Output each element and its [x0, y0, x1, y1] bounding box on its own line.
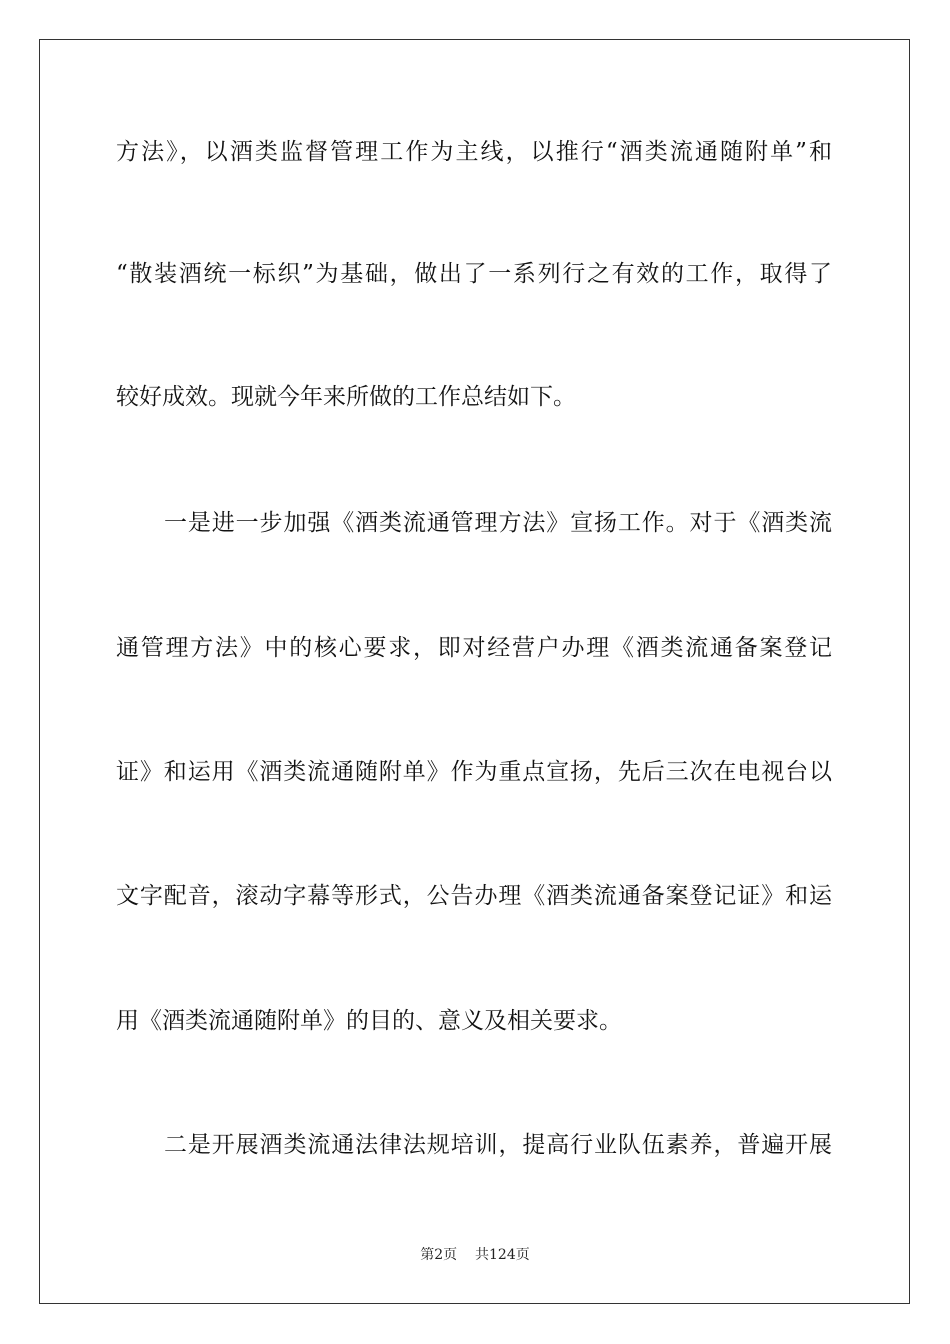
body-text-line-4: 一是进一步加强《酒类流通管理方法》宣扬工作。对于《酒类流 [164, 510, 832, 536]
body-text-line-5: 通管理方法》中的核心要求，即对经营户办理《酒类流通备案登记 [116, 635, 832, 661]
body-text-line-9: 二是开展酒类流通法律法规培训，提高行业队伍素养，普遍开展 [164, 1132, 832, 1158]
page-frame [39, 39, 910, 1304]
body-text-line-8: 用《酒类流通随附单》的目的、意义及相关要求。 [116, 1008, 622, 1034]
body-text-line-3: 较好成效。现就今年来所做的工作总结如下。 [116, 384, 576, 410]
body-text-line-6: 证》和运用《酒类流通随附单》作为重点宣扬，先后三次在电视台以 [116, 759, 832, 785]
page-total: 共124页 [475, 1247, 530, 1263]
body-text-line-2: “散装酒统一标织”为基础，做出了一系列行之有效的工作，取得了 [116, 261, 832, 287]
body-text-line-1: 方法》，以酒类监督管理工作为主线，以推行“酒类流通随附单”和 [116, 139, 832, 165]
page-footer [0, 1246, 950, 1264]
body-text-line-7: 文字配音，滚动字幕等形式，公告办理《酒类流通备案登记证》和运 [116, 883, 832, 909]
page-number: 第2页 [420, 1247, 458, 1263]
